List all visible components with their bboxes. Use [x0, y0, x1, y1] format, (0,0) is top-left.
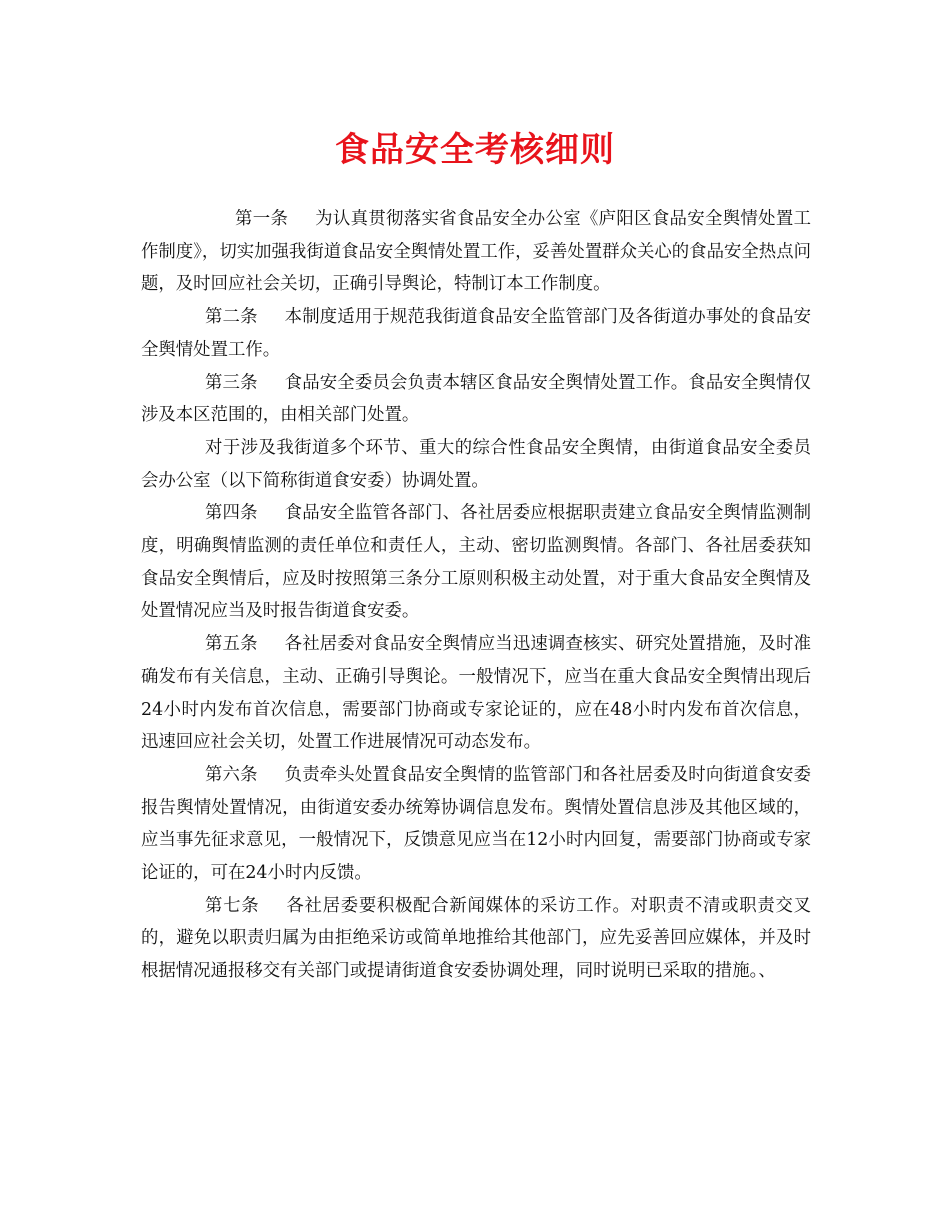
- paragraph-article-1: [141, 203, 811, 301]
- paragraph-article-4: [141, 497, 811, 628]
- article-number: 第五条: [205, 634, 258, 655]
- article-number: 第三条: [205, 372, 258, 393]
- paragraph-article-5: [141, 628, 811, 759]
- paragraph-article-3: [141, 367, 811, 432]
- paragraph-text: 各社居委对食品安全舆情应当迅速调查核实、研究处置措施，及时准确发布有关信息，主动、正确引导舆论。一般情况下，应当在重大食品安全舆情出现后24小时内发布首次信息，需要部门协商或专家论证的，应在48小时内发布首次信息，迅速回应社会关切，处置工作进展情况可动态发布。: [141, 634, 811, 753]
- paragraph-text: 食品安全委员会负责本辖区食品安全舆情处置工作。食品安全舆情仅涉及本区范围的，由相关部门处置。: [141, 372, 811, 426]
- paragraph-text: 本制度适用于规范我街道食品安全监管部门及各街道办事处的食品安全舆情处置工作。: [141, 307, 811, 360]
- article-number: 第六条: [205, 764, 258, 785]
- article-number: 第七条: [205, 895, 260, 916]
- paragraph-text: 各社居委要积极配合新闻媒体的采访工作。对职责不清或职责交叉的，避免以职责归属为由拒绝采访或简单地推给其他部门，应先妥善回应媒体，并及时根据情况通报移交有关部门或提请街道食安委协调处理，同时说明已采取的措施。、: [141, 895, 811, 982]
- paragraph-article-3-continued: [141, 432, 811, 497]
- article-number: 第二条: [205, 307, 258, 328]
- paragraph-article-2: [141, 301, 811, 366]
- article-number: 第一条: [235, 209, 289, 229]
- paragraph-text: 负责牵头处置食品安全舆情的监管部门和各社居委及时向街道食安委报告舆情处置情况，由街道安委办统筹协调信息发布。舆情处置信息涉及其他区域的，应当事先征求意见，一般情况下，反馈意见应当在12小时内回复，需要部门协商或专家论证的，可在24小时内反馈。: [141, 764, 811, 884]
- paragraph-text: 为认真贯彻落实省食品安全办公室《庐阳区食品安全舆情处置工作制度》，切实加强我街道食品安全舆情处置工作，妥善处置群众关心的食品安全热点问题，及时回应社会关切，正确引导舆论，特制订本工作制度。: [141, 209, 811, 295]
- article-number: 第四条: [205, 503, 258, 524]
- paragraph-article-6: [141, 759, 811, 890]
- document-title: 食品安全考核细则: [335, 130, 615, 170]
- paragraph-article-7: [141, 890, 811, 988]
- document-body: [141, 203, 811, 988]
- paragraph-text: 食品安全监管各部门、各社居委应根据职责建立食品安全舆情监测制度，明确舆情监测的责任单位和责任人，主动、密切监测舆情。各部门、各社居委获知食品安全舆情后，应及时按照第三条分工原则积极主动处置，对于重大食品安全舆情及处置情况应当及时报告街道食安委。: [141, 503, 811, 622]
- paragraph-text: 对于涉及我街道多个环节、重大的综合性食品安全舆情，由街道食品安全委员会办公室（以下简称街道食安委）协调处置。: [141, 437, 811, 491]
